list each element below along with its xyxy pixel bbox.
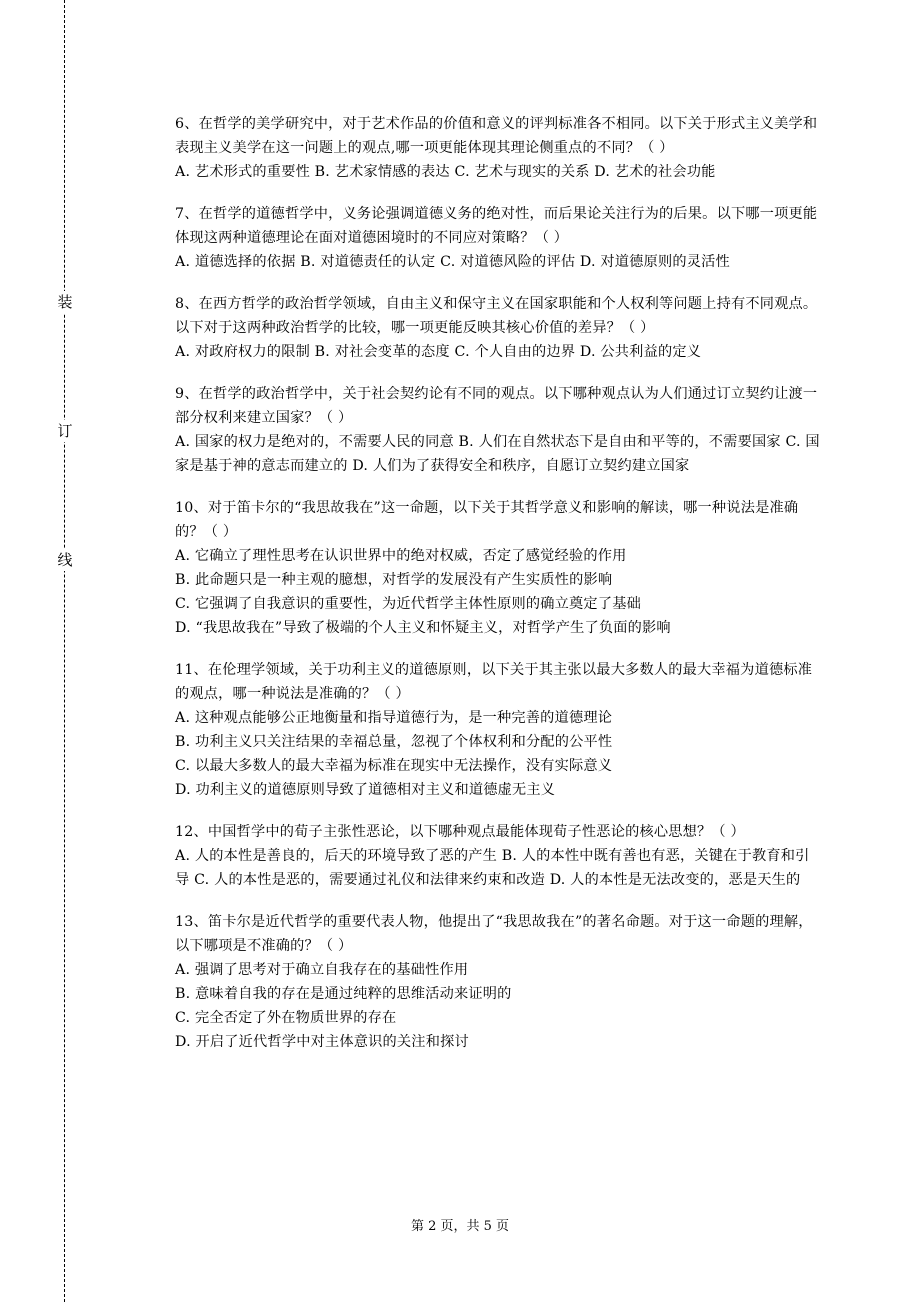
question-stem: 7、在哲学的道德哲学中，义务论强调道德义务的绝对性，而后果论关注行为的后果。以下哪一项更能体现这两种道德理论在面对道德困境时的不同应对策略？（ ） (175, 206, 818, 246)
question-stem: 6、在哲学的美学研究中，对于艺术作品的价值和意义的评判标准各不相同。以下关于形式主义美学和表现主义美学在这一问题上的观点,哪一项更能体现其理论侧重点的不同？（ ） (175, 116, 818, 156)
question-block (175, 202, 820, 274)
question-option: B. 此命题只是一种主观的臆想，对哲学的发展没有产生实质性的影响 (175, 572, 613, 588)
question-option: A. 对政府权力的限制 B. 对社会变革的态度 C. 个人自由的边界 D. 公共利益的定义 (175, 344, 702, 360)
question-list (175, 112, 820, 1072)
question-option: B. 意味着自我的存在是通过纯粹的思维活动来证明的 (175, 986, 512, 1002)
question-block (175, 112, 820, 184)
question-option: A. 道德选择的依据 B. 对道德责任的认定 C. 对道德风险的评估 D. 对道德原则的灵活性 (175, 254, 730, 270)
binding-label-zhuang: 装 (55, 291, 75, 313)
question-option: A. 这种观点能够公正地衡量和指导道德行为，是一种完善的道德理论 (175, 710, 613, 726)
question-option: B. 功利主义只关注结果的幸福总量，忽视了个体权利和分配的公平性 (175, 734, 613, 750)
question-option: A. 强调了思考对于确立自我存在的基础性作用 (175, 962, 469, 978)
question-block (175, 496, 820, 640)
question-option: D. 开启了近代哲学中对主体意识的关注和探讨 (175, 1034, 469, 1050)
question-stem: 11、在伦理学领域，关于功利主义的道德原则，以下关于其主张以最大多数人的最大幸福为道德标准的观点，哪一种说法是准确的？（ ） (175, 662, 813, 702)
question-stem: 10、对于笛卡尔的“我思故我在”这一命题，以下关于其哲学意义和影响的解读，哪一种说法是准确的？（ ） (175, 500, 799, 540)
question-option: A. 国家的权力是绝对的，不需要人民的同意 B. 人们在自然状态下是自由和平等的，不需要国家 C. 国家是基于神的意志而建立的 D. 人们为了获得安全和秩序，自愿订立契约建立国家 (175, 434, 820, 474)
question-stem: 8、在西方哲学的政治哲学领域，自由主义和保守主义在国家职能和个人权利等问题上持有不同观点。以下对于这两种政治哲学的比较，哪一项更能反映其核心价值的差异？（ ） (175, 296, 818, 336)
question-block (175, 382, 820, 478)
question-stem: 12、中国哲学中的荀子主张性恶论，以下哪种观点最能体现荀子性恶论的核心思想？（ ） (175, 824, 745, 840)
question-option: A. 人的本性是善良的，后天的环境导致了恶的产生 B. 人的本性中既有善也有恶，关键在于教育和引导 C. 人的本性是恶的，需要通过礼仪和法律来约束和改造 D. 人的本性是无法改变的，恶是天生的 (175, 848, 810, 888)
question-option: C. 以最大多数人的最大幸福为标准在现实中无法操作，没有实际意义 (175, 758, 613, 774)
question-option: A. 艺术形式的重要性 B. 艺术家情感的表达 C. 艺术与现实的关系 D. 艺术的社会功能 (175, 164, 716, 180)
binding-label-ding: 订 (55, 420, 75, 442)
question-option: C. 它强调了自我意识的重要性，为近代哲学主体性原则的确立奠定了基础 (175, 596, 641, 612)
question-option: C. 完全否定了外在物质世界的存在 (175, 1010, 397, 1026)
question-block (175, 658, 820, 802)
question-option: D. 功利主义的道德原则导致了道德相对主义和道德虚无主义 (175, 782, 556, 798)
binding-dashed-line (64, 0, 65, 1302)
question-block (175, 910, 820, 1054)
question-option: D. “我思故我在”导致了极端的个人主义和怀疑主义，对哲学产生了负面的影响 (175, 620, 671, 636)
question-stem: 13、笛卡尔是近代哲学的重要代表人物，他提出了“我思故我在”的著名命题。对于这一命题的理解，以下哪项是不准确的？（ ） (175, 914, 813, 954)
question-option: A. 它确立了理性思考在认识世界中的绝对权威，否定了感觉经验的作用 (175, 548, 627, 564)
page-footer: 第 2 页，共 5 页 (410, 1219, 510, 1234)
question-block (175, 820, 820, 892)
binding-label-xian: 线 (55, 549, 75, 571)
question-stem: 9、在哲学的政治哲学中，关于社会契约论有不同的观点。以下哪种观点认为人们通过订立契约让渡一部分权利来建立国家？（ ） (175, 386, 818, 426)
question-block (175, 292, 820, 364)
